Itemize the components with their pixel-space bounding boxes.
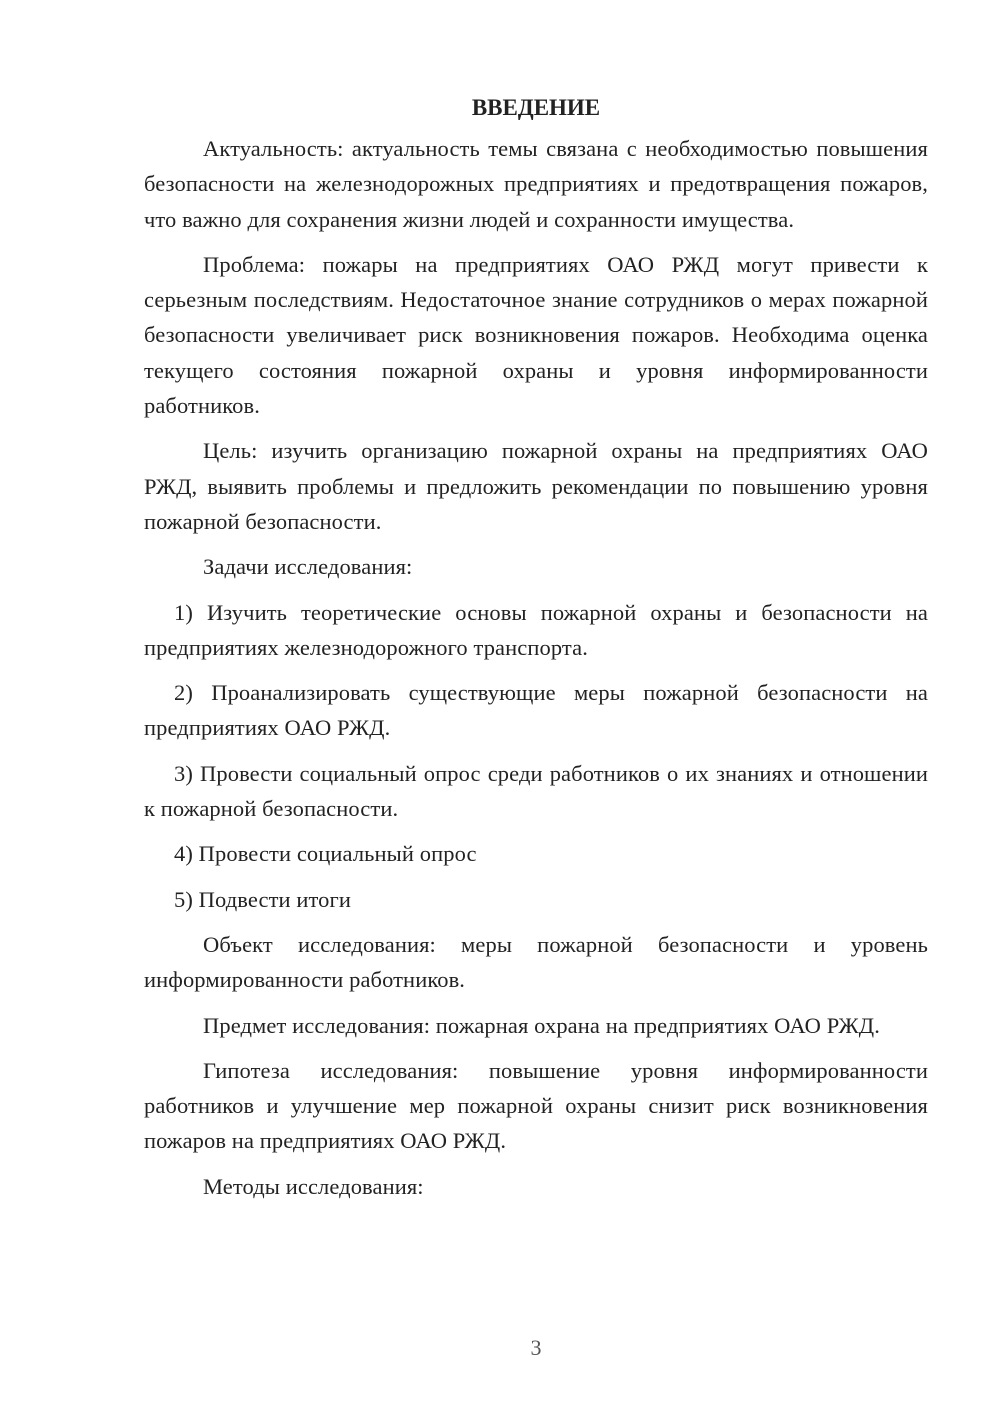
document-page xyxy=(144,90,928,1204)
task-item-4: 4) Провести социальный опрос xyxy=(174,841,477,867)
page-number: 3 xyxy=(530,1335,542,1360)
paragraph-hypothesis: Гипотеза исследования: повышение уровня информированности работников и улучшение мер пожарной охраны снизит риск возникновения пожаров на предприятиях ОАО РЖД. xyxy=(144,1057,928,1154)
paragraph-subject: Предмет исследования: пожарная охрана на предприятиях ОАО РЖД. xyxy=(203,1012,880,1038)
paragraph-problem: Проблема: пожары на предприятиях ОАО РЖД могут привести к серьезным последствиям. Недостаточное знание сотрудников о мерах пожарной безопасности увеличивает риск возникновения пожаров. Необходима оценка текущего состояния пожарной охраны и уровня информированности работников. xyxy=(144,251,928,419)
task-item-5: 5) Подвести итоги xyxy=(174,886,351,912)
task-item-3: 3) Провести социальный опрос среди работников о их знаниях и отношении к пожарной безопасности. xyxy=(144,760,928,822)
paragraph-relevance: Актуальность: актуальность темы связана с необходимостью повышения безопасности на железнодорожных предприятиях и предотвращения пожаров, что важно для сохранения жизни людей и сохранности имущества. xyxy=(144,136,928,232)
task-item-1: 1) Изучить теоретические основы пожарной охраны и безопасности на предприятиях железнодорожного транспорта. xyxy=(144,599,928,660)
paragraph-methods: Методы исследования: xyxy=(203,1173,424,1199)
paragraph-object: Объект исследования: меры пожарной безопасности и уровень информированности работников. xyxy=(144,931,928,993)
paragraph-goal: Цель: изучить организацию пожарной охраны на предприятиях ОАО РЖД, выявить проблемы и предложить рекомендации по повышению уровня пожарной безопасности. xyxy=(144,438,928,534)
task-item-2: 2) Проанализировать существующие меры пожарной безопасности на предприятиях ОАО РЖД. xyxy=(144,680,928,741)
document-title: ВВЕДЕНИЕ xyxy=(471,95,601,120)
paragraph-tasks-heading: Задачи исследования: xyxy=(203,554,413,580)
